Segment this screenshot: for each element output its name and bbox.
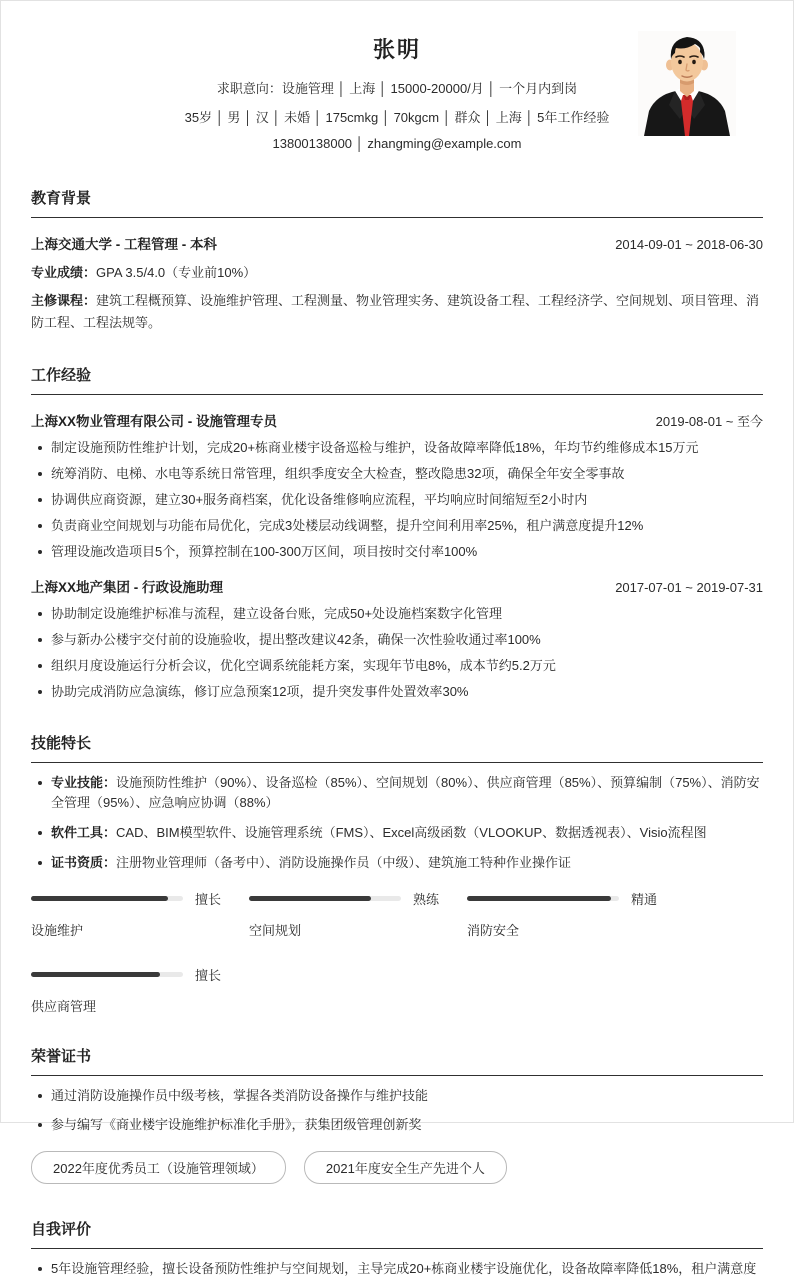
honor-badges xyxy=(31,1151,763,1184)
skill-bar-fire-safety xyxy=(467,889,685,939)
education-courses-line xyxy=(31,290,763,334)
honor-badge-2021: 2021年度安全生产先进个人 xyxy=(304,1151,507,1184)
skill-level-label: 擅长 xyxy=(195,892,222,908)
job2-bullet: 参与新办公楼宇交付前的设施验收，提出整改建议42条，确保一次性验收通过率100% xyxy=(31,630,763,650)
skill-bar-facility-maintenance xyxy=(31,889,249,939)
skills-bullet-software xyxy=(31,823,763,843)
skill-name-label: 消防安全 xyxy=(467,923,520,939)
skill-bar-fill xyxy=(249,896,371,901)
education-school-degree: 上海交通大学 - 工程管理 - 本科 xyxy=(31,237,217,252)
section-skills xyxy=(31,732,763,1015)
courses-value: 建筑工程概预算、设施维护管理、工程测量、物业管理实务、建筑设备工程、工程经济学、空间规划、项目管理、消防工程、工程法规等。 xyxy=(31,293,760,331)
skills-text: CAD、BIM模型软件、设施管理系统（FMS）、Excel高级函数（VLOOKUP、数据透视表）、Visio流程图 xyxy=(116,825,707,841)
job-entry-2 xyxy=(31,576,763,702)
skill-level-label: 熟练 xyxy=(413,892,440,908)
skills-label: 证书资质： xyxy=(51,855,117,871)
section-self-evaluation xyxy=(31,1218,763,1279)
job2-date-range: 2017-07-01 ~ 2019-07-31 xyxy=(615,580,763,596)
skill-level-label: 擅长 xyxy=(195,968,222,984)
skill-bar-fill xyxy=(31,972,160,977)
honors-bullet: 参与编写《商业楼宇设施维护标准化手册》，获集团级管理创新奖 xyxy=(31,1115,763,1135)
skills-bullet-professional xyxy=(31,773,763,813)
education-date-range: 2014-09-01 ~ 2018-06-30 xyxy=(615,237,763,252)
skill-bars-grid xyxy=(31,889,763,1015)
section-title-self-evaluation: 自我评价 xyxy=(31,1218,763,1249)
skill-bar-track xyxy=(31,896,183,901)
skill-bar-track xyxy=(467,896,619,901)
section-education xyxy=(31,187,763,334)
avatar-illustration xyxy=(638,31,736,136)
job-intent-line: 求职意向：设施管理 │ 上海 │ 15000-20000/月 │ 一个月内到岗 xyxy=(216,81,578,96)
skill-bar-space-planning xyxy=(249,889,467,939)
skills-bullet-certificates xyxy=(31,853,763,873)
gpa-label: 专业成绩： xyxy=(31,265,97,280)
section-title-education: 教育背景 xyxy=(31,187,763,218)
skill-name-label: 空间规划 xyxy=(249,923,302,939)
education-gpa-line xyxy=(31,262,763,284)
job-entry-1 xyxy=(31,410,763,562)
section-work xyxy=(31,364,763,702)
gpa-value: GPA 3.5/4.0（专业前10%） xyxy=(96,265,257,280)
job2-bullet: 协助完成消防应急演练，修订应急预案12项，提升突发事件处置效率30% xyxy=(31,682,763,702)
resume-header xyxy=(31,33,763,151)
section-title-work: 工作经验 xyxy=(31,364,763,395)
contact-line: 13800138000 │ zhangming@example.com xyxy=(272,136,522,151)
skill-bar-fill xyxy=(467,896,611,901)
skills-label: 专业技能： xyxy=(51,775,117,791)
job2-bullet: 协助制定设施维护标准与流程，建立设备台账，完成50+处设施档案数字化管理 xyxy=(31,604,763,624)
personal-info-line: 35岁 │ 男 │ 汉 │ 未婚 │ 175cmkg │ 70kgcm │ 群众 │ 上海 │ 5年工作经验 xyxy=(184,110,610,125)
skills-text: 注册物业管理师（备考中）、消防设施操作员（中级）、建筑施工特种作业操作证 xyxy=(116,855,572,871)
job2-company-role: 上海XX地产集团 - 行政设施助理 xyxy=(31,580,224,596)
section-title-honors: 荣誉证书 xyxy=(31,1045,763,1076)
section-title-skills: 技能特长 xyxy=(31,732,763,763)
job1-company-role: 上海XX物业管理有限公司 - 设施管理专员 xyxy=(31,414,278,430)
skills-text: 设施预防性维护（90%）、设备巡检（85%）、空间规划（80%）、供应商管理（85%）、预算编制（75%）、消防安全管理（95%）、应急响应协调（88%） xyxy=(51,775,760,811)
skill-level-label: 精通 xyxy=(631,892,658,908)
courses-label: 主修课程： xyxy=(31,293,97,309)
skill-bar-vendor-management xyxy=(31,965,249,1015)
section-honors xyxy=(31,1045,763,1184)
job1-bullet: 协调供应商资源，建立30+服务商档案，优化设备维修响应流程，平均响应时间缩短至2小时内 xyxy=(31,490,763,510)
job1-bullet: 管理设施改造项目5个，预算控制在100-300万区间，项目按时交付率100% xyxy=(31,542,763,562)
job2-bullet: 组织月度设施运行分析会议，优化空调系统能耗方案，实现年节电8%，成本节约5.2万元 xyxy=(31,656,763,676)
candidate-name: 张明 xyxy=(372,37,421,62)
honor-badge-2022: 2022年度优秀员工（设施管理领域） xyxy=(31,1151,286,1184)
job1-date-range: 2019-08-01 ~ 至今 xyxy=(655,414,763,430)
job1-bullet: 负责商业空间规划与功能布局优化，完成3处楼层动线调整，提升空间利用率25%，租户满意度提升12% xyxy=(31,516,763,536)
honors-bullet: 通过消防设施操作员中级考核，掌握各类消防设备操作与维护技能 xyxy=(31,1086,763,1106)
job1-bullet: 制定设施预防性维护计划，完成20+栋商业楼宇设备巡检与维护，设备故障率降低18%，年均节约维修成本15万元 xyxy=(31,438,763,458)
skill-bar-fill xyxy=(31,896,168,901)
skill-name-label: 供应商管理 xyxy=(31,999,97,1015)
self-evaluation-bullet: 5年设施管理经验，擅长设备预防性维护与空间规划，主导完成20+栋商业楼宇设施优化，设备故障率降低18%，租户满意度 xyxy=(31,1259,763,1279)
skill-bar-track xyxy=(249,896,401,901)
skill-name-label: 设施维护 xyxy=(31,923,84,939)
skills-label: 软件工具： xyxy=(51,825,117,841)
skill-bar-track xyxy=(31,972,183,977)
job1-bullet: 统筹消防、电梯、水电等系统日常管理，组织季度安全大检查，整改隐患32项，确保全年安全零事故 xyxy=(31,464,763,484)
profile-photo xyxy=(638,31,736,136)
